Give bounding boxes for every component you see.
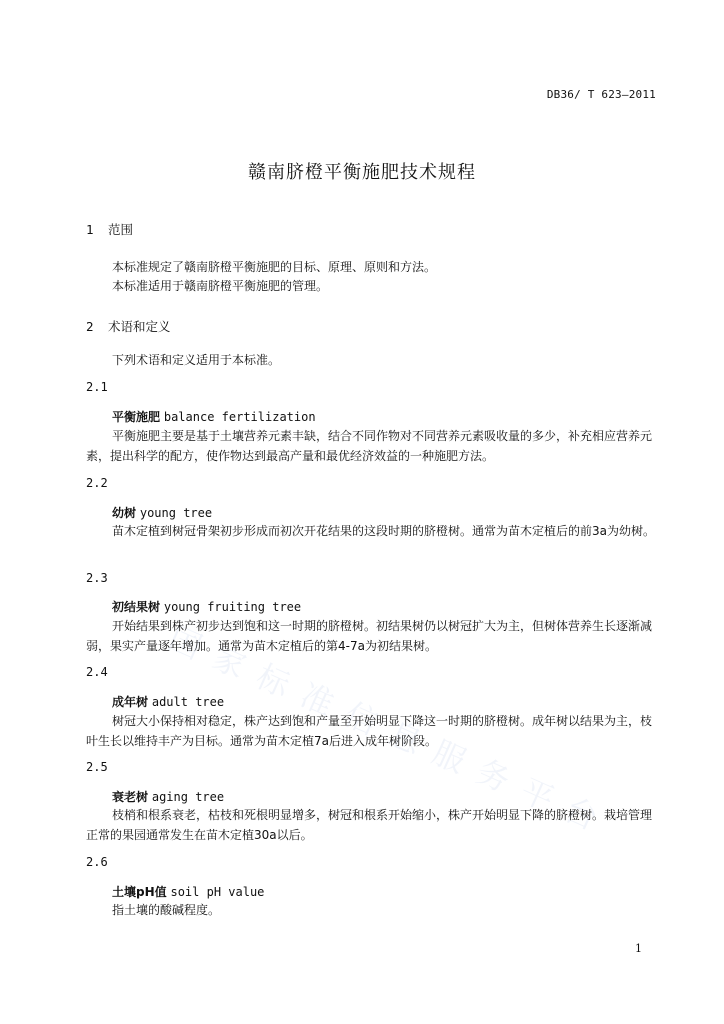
term-zh: 土壤pH值 bbox=[112, 885, 167, 899]
section-number: 2 bbox=[86, 319, 94, 334]
section-1-heading bbox=[86, 220, 133, 238]
term-entry bbox=[112, 504, 212, 521]
term-definition: 树冠大小保持相对稳定，株产达到饱和产量至开始明显下降这一时期的脐橙树。成年树以结果为主，枝叶生长以维持丰产为目标。通常为苗木定植7a后进入成年树阶段。 bbox=[86, 714, 653, 748]
watermark-char: 台 bbox=[558, 789, 604, 838]
term-en: adult tree bbox=[151, 695, 225, 709]
term-definition: 开始结果到株产初步达到饱和这一时期的脐橙树。初结果树仍以树冠扩大为主，但树体营养生长逐渐减弱，果实产量逐年增加。通常为苗木定植后的第4-7a为初结果树。 bbox=[86, 619, 653, 653]
watermark-char: 标 bbox=[250, 656, 296, 705]
scope-paragraph-1: 本标准规定了赣南脐橙平衡施肥的目标、原理、原则和方法。 bbox=[112, 260, 437, 274]
clause-number: 2.1 bbox=[86, 380, 108, 394]
watermark-char: 国 bbox=[162, 618, 208, 667]
term-en: soil pH value bbox=[170, 885, 265, 899]
term-entry bbox=[112, 788, 224, 805]
section-title: 范围 bbox=[107, 222, 133, 237]
watermark-char: 务 bbox=[470, 751, 516, 800]
term-entry bbox=[112, 693, 224, 710]
term-definition: 指土壤的酸碱程度。 bbox=[112, 903, 221, 917]
document-title: 赣南脐橙平衡施肥技术规程 bbox=[248, 162, 476, 183]
term-zh: 成年树 bbox=[112, 695, 149, 709]
term-zh: 衰老树 bbox=[112, 790, 149, 804]
term-en: young tree bbox=[139, 506, 213, 520]
term-entry bbox=[112, 598, 301, 615]
watermark-char: 服 bbox=[426, 732, 472, 781]
term-definition: 平衡施肥主要是基于土壤营养元素丰缺，结合不同作物对不同营养元素吸收量的多少，补充相应营养元素，提出科学的配方，使作物达到最高产量和最优经济效益的一种施肥方法。 bbox=[86, 429, 653, 463]
clause-number: 2.5 bbox=[86, 760, 108, 774]
clause-number: 2.2 bbox=[86, 476, 108, 490]
watermark-char: 息 bbox=[382, 713, 428, 762]
term-en: young fruiting tree bbox=[163, 600, 302, 614]
watermark-char: 准 bbox=[294, 675, 340, 724]
page-number: 1 bbox=[635, 942, 642, 955]
terms-intro: 下列术语和定义适用于本标准。 bbox=[112, 353, 281, 367]
watermark-char: 信 bbox=[338, 694, 384, 743]
term-entry bbox=[112, 408, 316, 425]
section-title: 术语和定义 bbox=[107, 319, 171, 334]
standard-code: DB36/ T 623—2011 bbox=[546, 88, 656, 101]
term-zh: 初结果树 bbox=[112, 600, 161, 614]
term-zh: 平衡施肥 bbox=[112, 410, 161, 424]
term-definition: 枝梢和根系衰老，枯枝和死根明显增多，树冠和根系开始缩小，株产开始明显下降的脐橙树。栽培管理正常的果园通常发生在苗木定植30a以后。 bbox=[86, 808, 653, 842]
clause-number: 2.4 bbox=[86, 665, 108, 679]
term-definition: 苗木定植到树冠骨架初步形成而初次开花结果的这段时期的脐橙树。通常为苗木定植后的前3a为幼树。 bbox=[112, 524, 655, 538]
clause-number: 2.6 bbox=[86, 855, 108, 869]
watermark-char: 家 bbox=[206, 637, 252, 686]
section-number: 1 bbox=[86, 222, 94, 237]
term-entry bbox=[112, 883, 264, 900]
term-en: aging tree bbox=[151, 790, 225, 804]
term-en: balance fertilization bbox=[163, 410, 316, 424]
section-2-heading bbox=[86, 317, 171, 335]
scope-paragraph-2: 本标准适用于赣南脐橙平衡施肥的管理。 bbox=[112, 279, 329, 293]
term-zh: 幼树 bbox=[112, 506, 137, 520]
clause-number: 2.3 bbox=[86, 571, 108, 585]
watermark-char: 平 bbox=[514, 770, 560, 819]
